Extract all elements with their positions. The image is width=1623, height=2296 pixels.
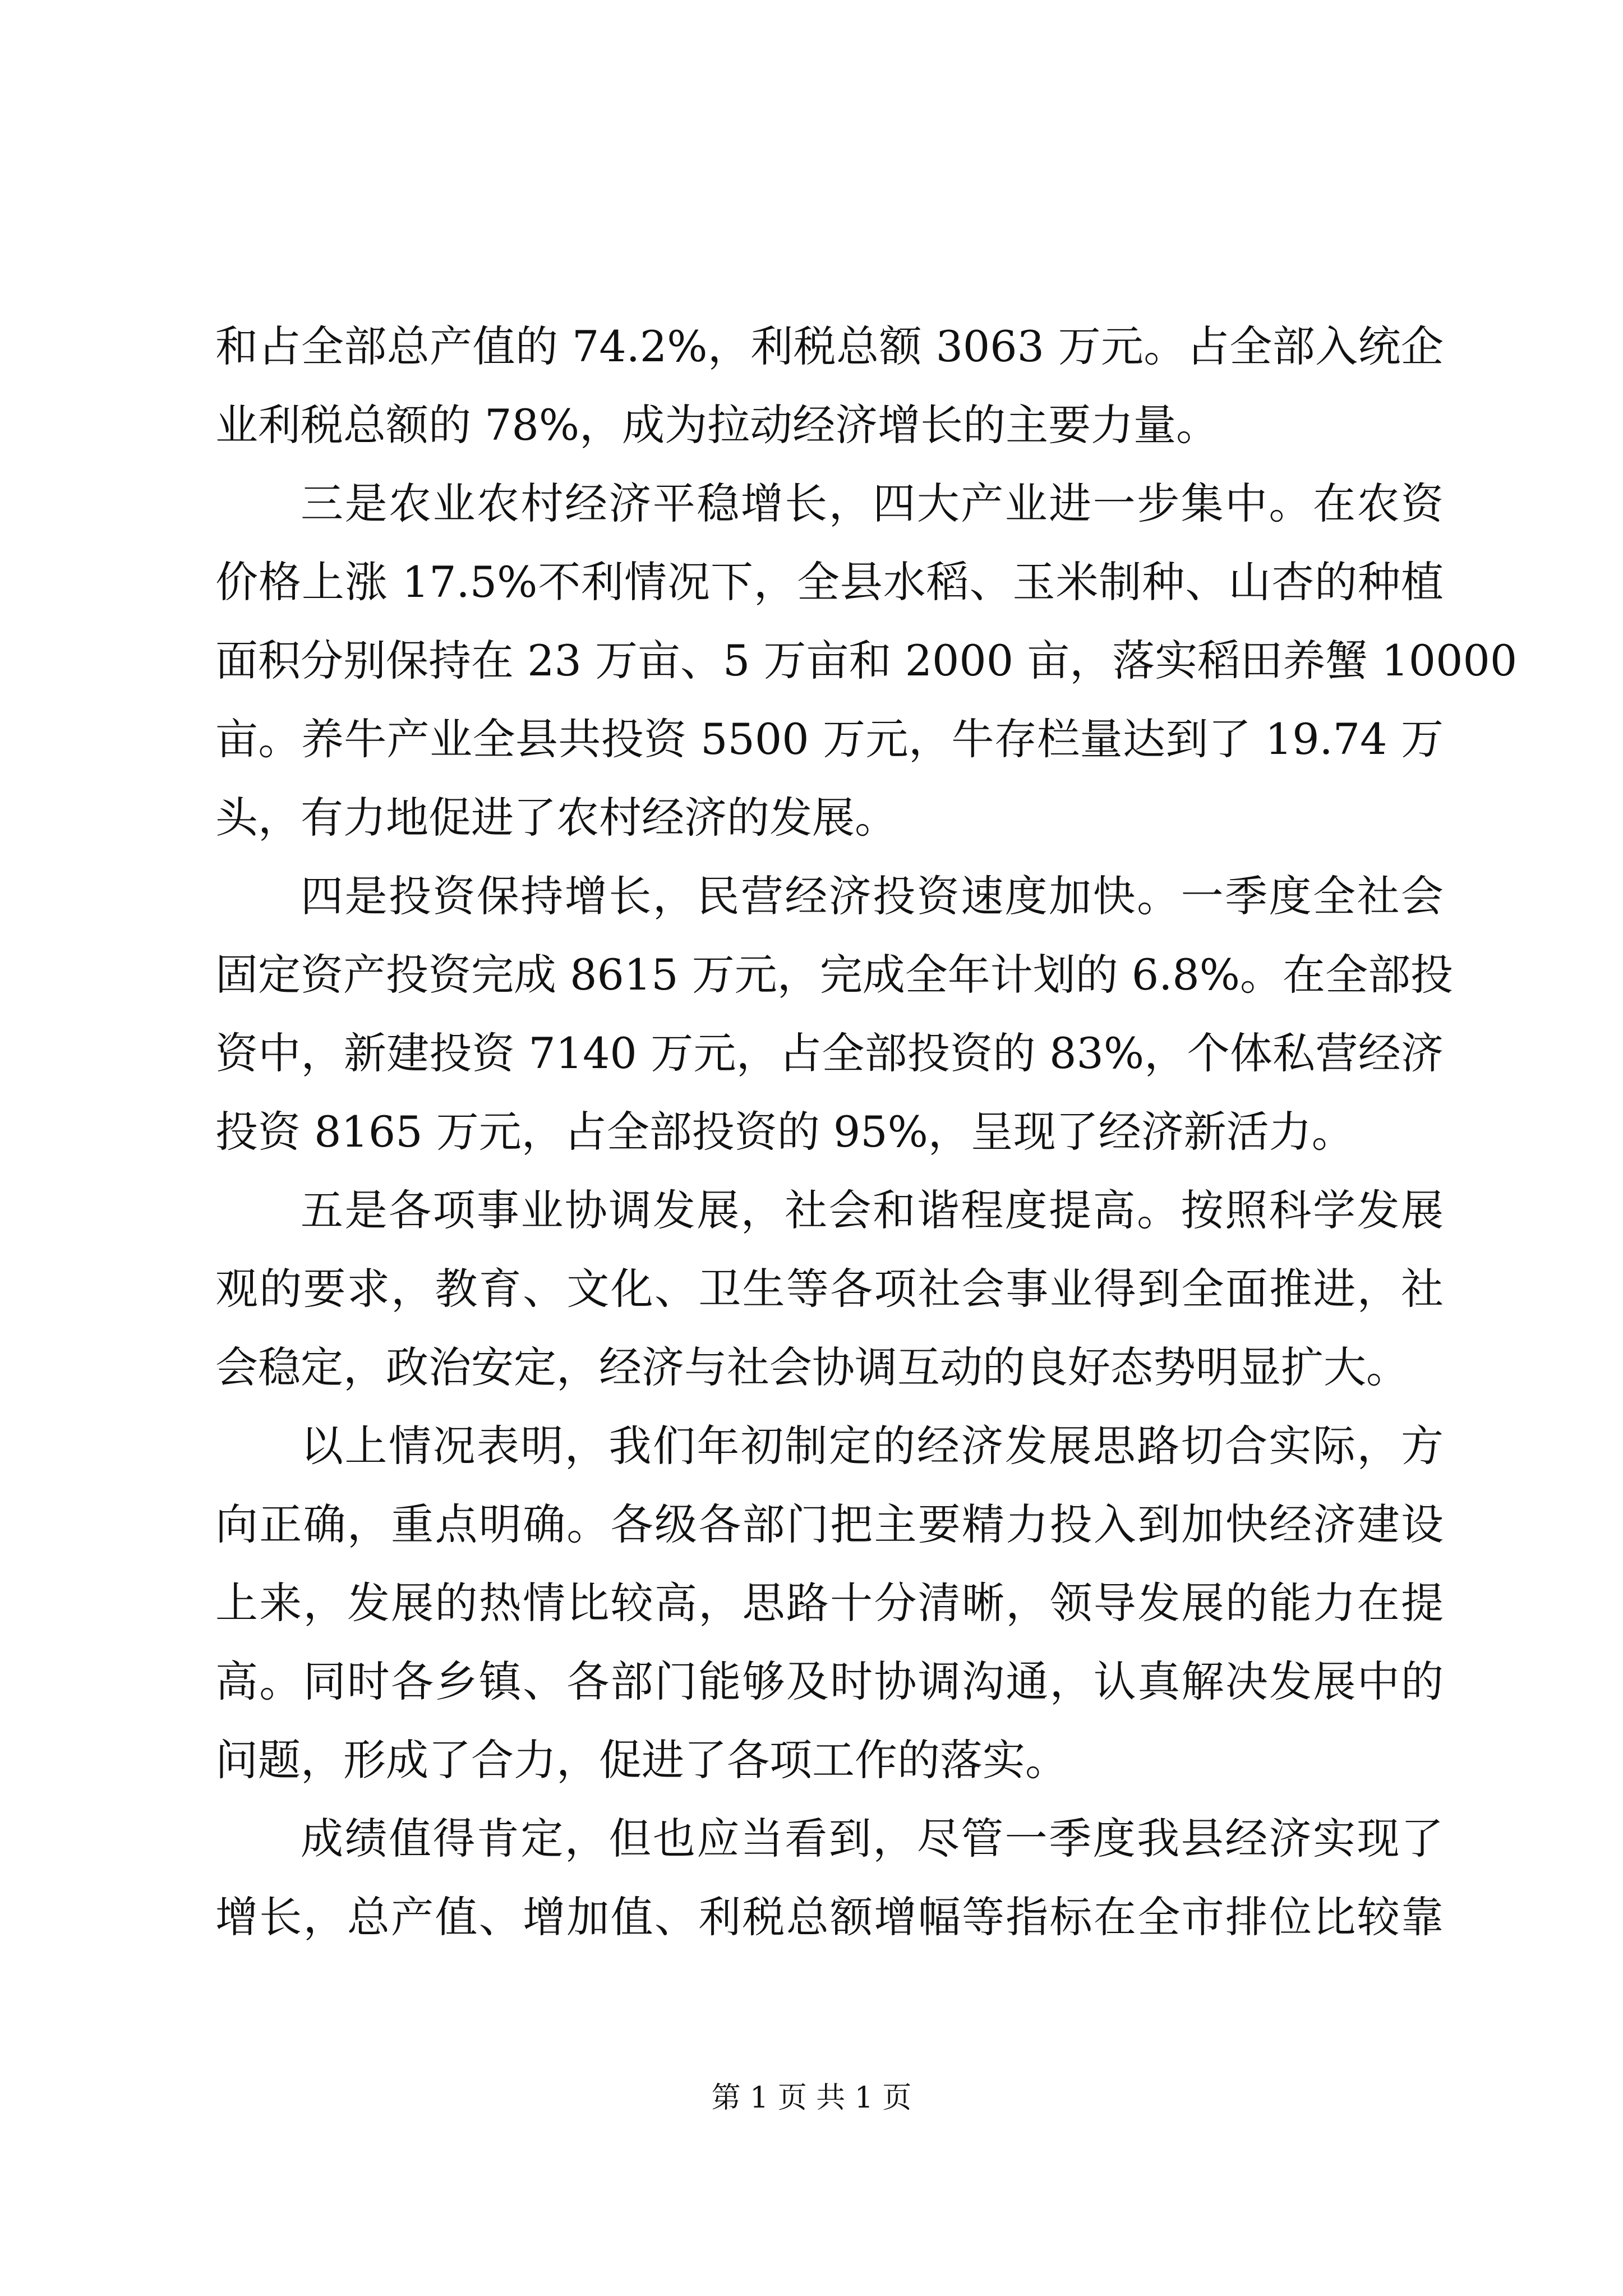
- text-line: 固定资产投资完成 8615 万元，完成全年计划的 6.8%。在全部投: [215, 950, 1453, 1000]
- text-line: 三是农业农村经济平稳增长，四大产业进一步集中。在农资: [301, 478, 1444, 528]
- page-footer: [0, 2078, 1623, 2118]
- text-line: 向正确，重点明确。各级各部门把主要精力投入到加快经济建设: [215, 1499, 1444, 1549]
- text-line: 业利税总额的 78%，成为拉动经济增长的主要力量。: [215, 400, 1219, 450]
- text-line: 高。同时各乡镇、各部门能够及时协调沟通，认真解决发展中的: [215, 1657, 1444, 1706]
- text-line: 投资 8165 万元，占全部投资的 95%，呈现了经济新活力。: [215, 1107, 1354, 1157]
- text-line: 问题，形成了合力，促进了各项工作的落实。: [215, 1735, 1068, 1785]
- text-line: 亩。养牛产业全县共投资 5500 万元，牛存栏量达到了 19.74 万: [215, 714, 1444, 764]
- text-line: 观的要求，教育、文化、卫生等各项社会事业得到全面推进，社: [215, 1264, 1444, 1314]
- body-text: [215, 307, 1518, 1957]
- text-line: 头，有力地促进了农村经济的发展。: [215, 793, 897, 843]
- text-line: 会稳定，政治安定，经济与社会协调互动的良好态势明显扩大。: [215, 1342, 1409, 1392]
- text-line: 成绩值得肯定，但也应当看到，尽管一季度我县经济实现了: [301, 1814, 1444, 1864]
- text-line: 增长，总产值、增加值、利税总额增幅等指标在全市排位比较靠: [215, 1892, 1444, 1942]
- text-line: 和占全部总产值的 74.2%，利税总额 3063 万元。占全部入统企: [215, 321, 1444, 371]
- text-line: 面积分别保持在 23 万亩、5 万亩和 2000 亩，落实稻田养蟹 10000: [215, 636, 1518, 685]
- text-line: 五是各项事业协调发展，社会和谐程度提高。按照科学发展: [301, 1185, 1444, 1235]
- text-line: 四是投资保持增长，民营经济投资速度加快。一季度全社会: [301, 871, 1444, 921]
- text-line: 上来，发展的热情比较高，思路十分清晰，领导发展的能力在提: [215, 1578, 1444, 1628]
- text-line: 以上情况表明，我们年初制定的经济发展思路切合实际，方: [301, 1421, 1444, 1471]
- page-number: 第 1 页 共 1 页: [711, 2081, 912, 2115]
- text-line: 资中，新建投资 7140 万元，占全部投资的 83%，个体私营经济: [215, 1028, 1444, 1078]
- text-line: 价格上涨 17.5%不利情况下，全县水稻、玉米制种、山杏的种植: [215, 557, 1444, 607]
